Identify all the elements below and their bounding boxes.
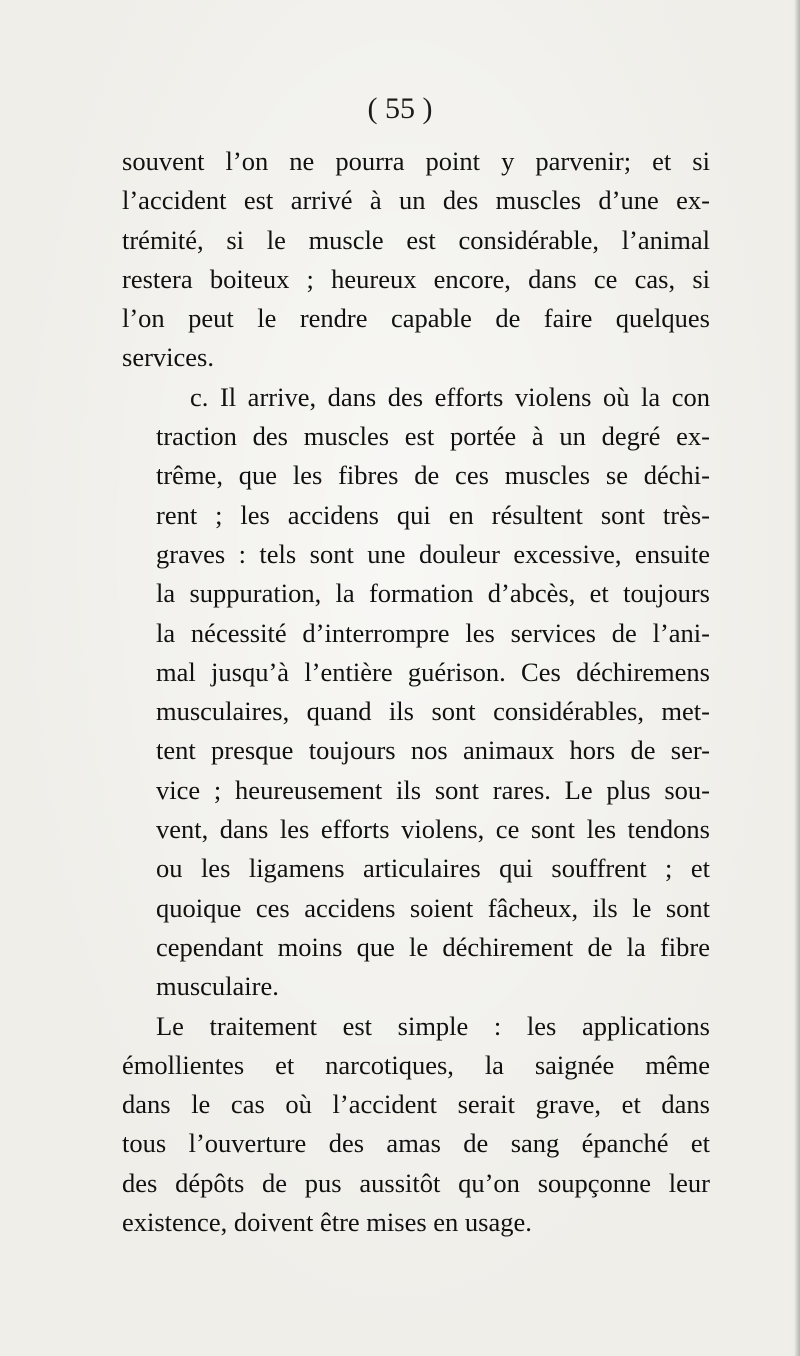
text-line: l’accident est arrivé à un des muscles d’une ex- — [122, 185, 710, 216]
text-line: trême, que les fibres de ces muscles se déchi- — [156, 460, 710, 491]
text-line: traction des muscles est portée à un degré ex- — [156, 421, 710, 452]
text-line: des dépôts de pus aussitôt qu’on soupçonne leur — [122, 1167, 710, 1198]
text-line: la suppuration, la formation d’abcès, et toujours — [156, 578, 710, 609]
text-line: tent presque toujours nos animaux hors de ser- — [156, 735, 710, 766]
text-line: dans le cas où l’accident serait grave, et dans — [122, 1089, 710, 1120]
text-line: ou les ligamens articulaires qui souffrent ; et — [156, 853, 710, 884]
paragraph-2 — [122, 378, 710, 1007]
text-line: musculaire. — [156, 971, 279, 1002]
text-line: services. — [122, 342, 214, 373]
page-number: ( 55 ) — [367, 92, 433, 125]
text-line: existence, doivent être mises en usage. — [122, 1207, 532, 1238]
paragraph-1 — [122, 142, 710, 378]
text-line: mal jusqu’à l’entière guérison. Ces déchiremens — [156, 656, 710, 687]
text-line: Le traitement est simple : les applications — [156, 1010, 710, 1041]
text-line: la nécessité d’interrompre les services de l’ani- — [156, 617, 710, 648]
text-line: musculaires, quand ils sont considérables, met- — [156, 696, 710, 727]
page-body — [122, 142, 710, 1242]
text-line: émollientes et narcotiques, la saignée même — [122, 1049, 710, 1080]
text-line: souvent l’on ne pourra point y parvenir; et si — [122, 146, 710, 176]
text-line: restera boiteux ; heureux encore, dans ce cas, si — [122, 263, 710, 294]
paragraph-3 — [122, 1007, 710, 1243]
text-line: trémité, si le muscle est considérable, l’animal — [122, 224, 710, 255]
text-line: tous l’ouverture des amas de sang épanché et — [122, 1128, 710, 1159]
text-line: quoique ces accidens soient fâcheux, ils le sont — [156, 892, 710, 923]
text-line: cependant moins que le déchirement de la fibre — [156, 931, 710, 962]
text-line: l’on peut le rendre capable de faire quelques — [122, 303, 710, 334]
text-line: vent, dans les efforts violens, ce sont les tendons — [156, 814, 710, 845]
text-line: c. Il arrive, dans des efforts violens où la con — [190, 381, 710, 412]
text-line: graves : tels sont une douleur excessive, ensuite — [156, 538, 710, 569]
text-line: rent ; les accidens qui en résultent sont très- — [156, 499, 710, 530]
page-edge-shadow — [794, 0, 800, 1356]
text-line: vice ; heureusement ils sont rares. Le plus sou- — [156, 774, 710, 805]
